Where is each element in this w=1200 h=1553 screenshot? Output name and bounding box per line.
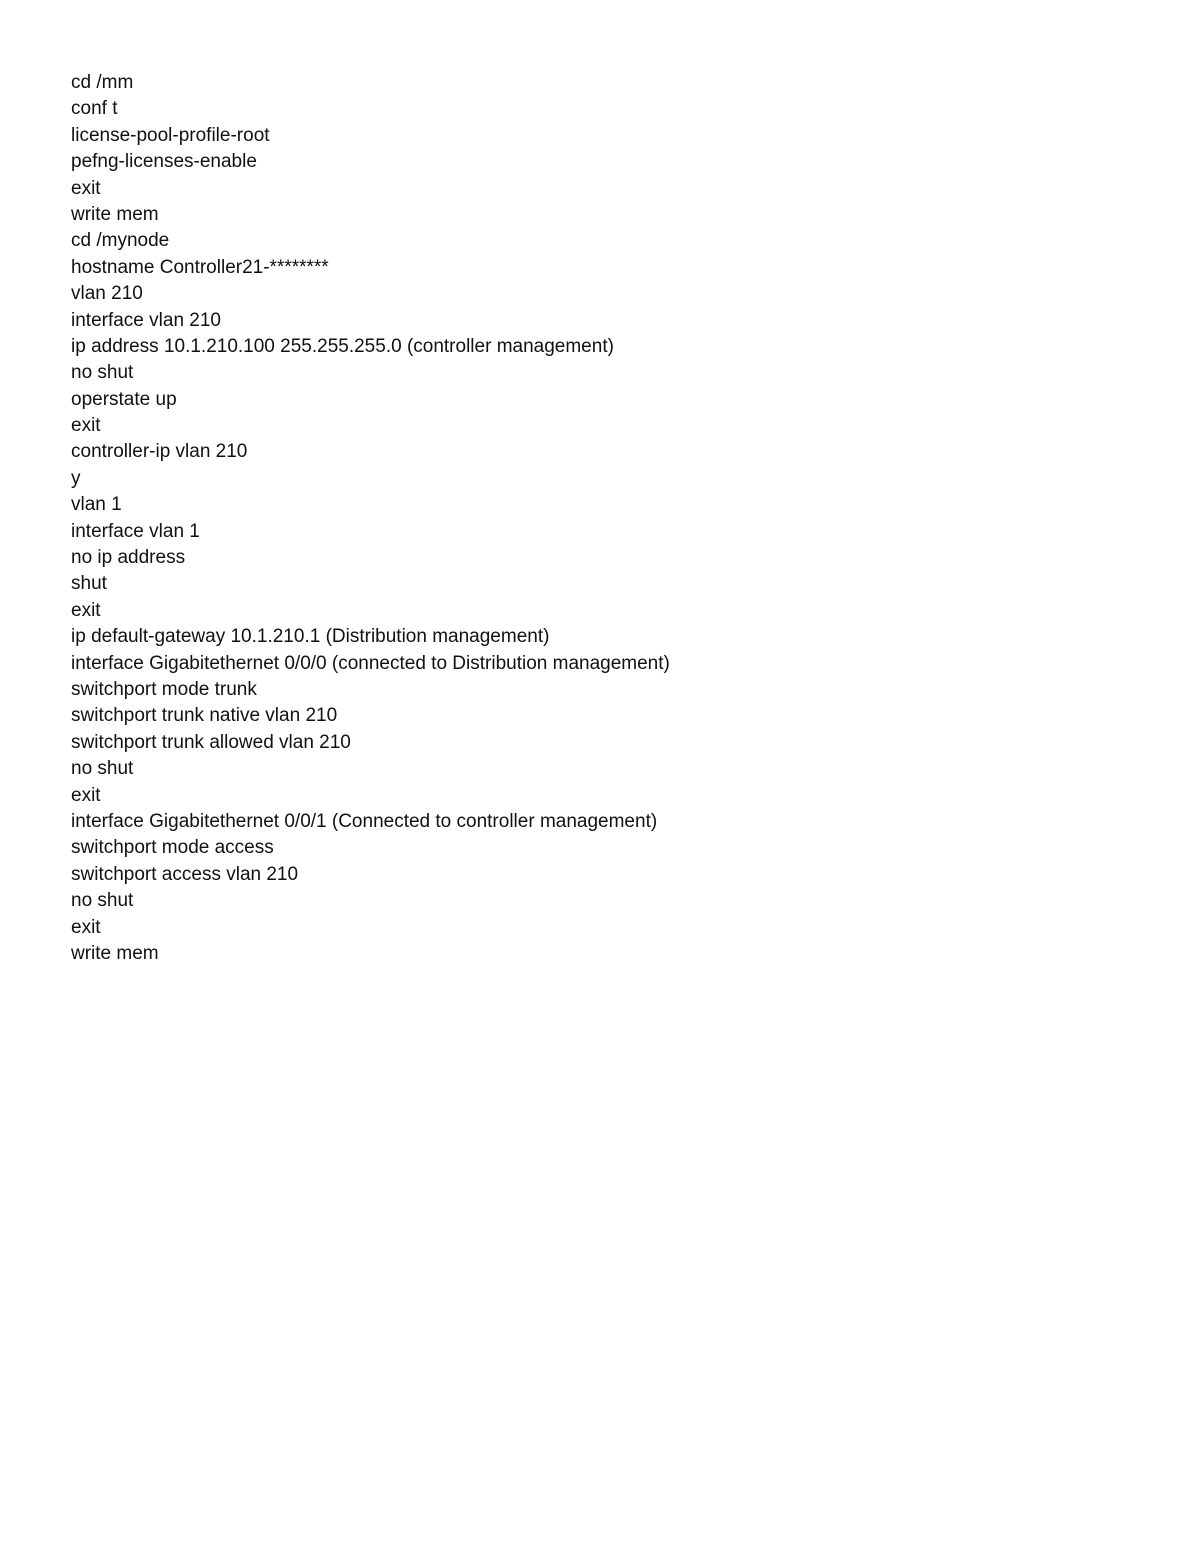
text-line: cd /mm bbox=[71, 72, 134, 93]
text-line: ip address 10.1.210.100 255.255.255.0 (controller management) bbox=[71, 335, 614, 357]
text-line: no shut bbox=[71, 890, 134, 912]
text-line: operstate up bbox=[71, 388, 177, 410]
text-line: y bbox=[71, 467, 81, 489]
text-line: no ip address bbox=[71, 547, 186, 569]
text-line: license-pool-profile-root bbox=[71, 124, 270, 146]
text-line: exit bbox=[71, 599, 101, 621]
text-line: hostname Controller21-******** bbox=[71, 256, 329, 278]
text-line: controller-ip vlan 210 bbox=[71, 441, 248, 463]
text-line: pefng-licenses-enable bbox=[71, 151, 257, 173]
text-line: interface vlan 210 bbox=[71, 309, 221, 331]
text-line: switchport trunk allowed vlan 210 bbox=[71, 731, 351, 753]
text-line: shut bbox=[71, 573, 107, 595]
text-line: no shut bbox=[71, 758, 134, 780]
text-line: vlan 210 bbox=[71, 283, 143, 305]
text-line: write mem bbox=[71, 942, 159, 964]
text-line: interface Gigabitethernet 0/0/1 (Connected to controller management) bbox=[71, 810, 658, 832]
text-line: exit bbox=[71, 415, 101, 437]
text-line: exit bbox=[71, 916, 101, 938]
text-line: interface vlan 1 bbox=[71, 520, 200, 542]
text-line: conf t bbox=[71, 98, 118, 120]
text-line: switchport trunk native vlan 210 bbox=[71, 705, 338, 727]
text-line: exit bbox=[71, 177, 101, 199]
text-line: switchport mode access bbox=[71, 837, 274, 859]
text-line: ip default-gateway 10.1.210.1 (Distribution management) bbox=[71, 626, 550, 648]
text-line: write mem bbox=[71, 203, 159, 225]
text-line: cd /mynode bbox=[71, 230, 170, 252]
text-line: switchport access vlan 210 bbox=[71, 863, 299, 885]
text-line: vlan 1 bbox=[71, 494, 122, 516]
text-line: exit bbox=[71, 784, 101, 806]
text-line: no shut bbox=[71, 362, 134, 384]
text-line: switchport mode trunk bbox=[71, 678, 257, 700]
text-line: interface Gigabitethernet 0/0/0 (connected to Distribution management) bbox=[71, 652, 670, 674]
document-body bbox=[71, 70, 1131, 967]
